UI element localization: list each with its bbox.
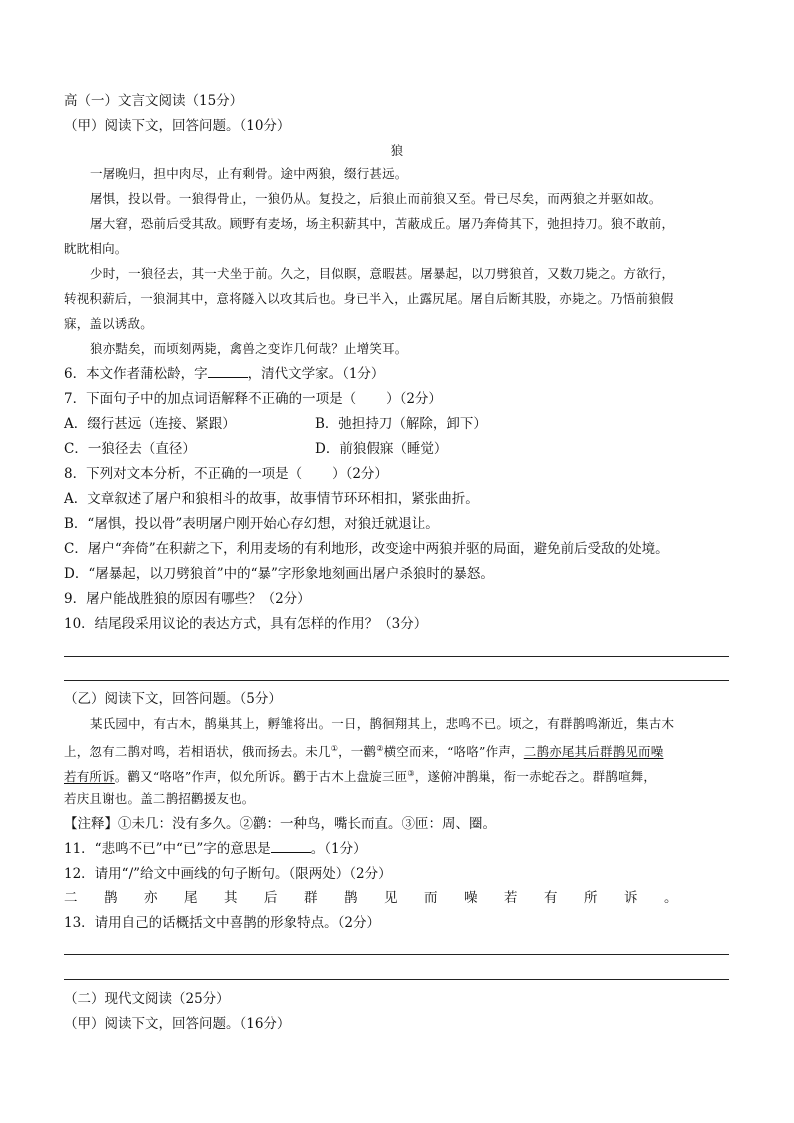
q7-option-d: D．前狼假寐（睡觉） [315, 441, 448, 457]
answer-line[interactable] [64, 680, 729, 681]
partB-line-1: 某氏园中，有古木，鹊巢其上，孵雏将出。一日，鹊徊翔其上，悲鸣不已。顷之，有群鹊鸣渐近，集古木 [90, 716, 675, 731]
question-11-text-end: 。（1分） [310, 841, 367, 857]
q7-option-b: B．弛担持刀（解除，卸下） [315, 416, 487, 432]
text-span: ，遂俯冲鹊巢，衔一赤蛇吞之。群鹊喧舞， [414, 769, 657, 785]
footnote-mark: ③ [407, 769, 415, 778]
partB-line-3 [64, 765, 656, 786]
passage-para-3: 屠大窘，恐前后受其敌。顾野有麦场，场主积薪其中，苫蔽成丘。屠乃奔倚其下，弛担持刀。狼不敢前， [90, 216, 675, 231]
answer-blank[interactable] [208, 365, 248, 378]
question-6-text-end: ，清代文学家。（1分） [247, 366, 385, 382]
section2-title: （二）现代文阅读（25分） [64, 991, 230, 1007]
question-6 [64, 365, 384, 383]
question-7 [64, 390, 442, 408]
question-10: 10．结尾段采用议论的表达方式，具有怎样的作用？（3分） [64, 616, 428, 632]
partB-line-4: 若庆且谢也。盖二鹊招鹳援友也。 [64, 791, 255, 806]
text-span: 横空而来，“咯咯”作声， [383, 744, 524, 760]
passage-para-1: 一屠晚归，担中肉尽，止有剩骨。途中两狼，缀行甚远。 [90, 166, 408, 181]
question-12-sentence[interactable]: 二鹊亦尾其后群鹊见而噪若有所诉。 [64, 890, 704, 906]
question-8 [64, 465, 388, 483]
passage-para-2: 屠惧，投以骨。一狼得骨止，一狼仍从。复投之，后狼止而前狼又至。骨已尽矣，而两狼之并驱如故。 [90, 191, 662, 206]
partA-header: （甲）阅读下文，回答问题。（10分） [64, 118, 291, 134]
partB-note: 【注释】①未几：没有多久。②鹳：一种鸟，嘴长而直。③匝：周、圈。 [64, 816, 496, 832]
underlined-sentence: 若有所诉 [64, 769, 115, 785]
question-11 [64, 840, 367, 858]
section2-header: （甲）阅读下文，回答问题。（16分） [64, 1016, 291, 1032]
text-span: ，一鹳 [338, 744, 377, 760]
question-7-text-end: ）（2分） [386, 391, 442, 407]
question-8-text-end: ）（2分） [332, 466, 388, 482]
question-11-text: 11．“悲鸣不已”中“已”字的意思是 [64, 841, 271, 857]
question-12: 12．请用“/”给文中画线的句子断句。（限两处）（2分） [64, 866, 392, 882]
question-13: 13．请用自己的话概括文中喜鹊的形象特点。（2分） [64, 915, 381, 931]
q8-option-b: B．“屠惧，投以骨”表明屠户刚开始心存幻想，对狼迁就退让。 [64, 516, 439, 532]
passage-para-4: 少时，一狼径去，其一犬坐于前。久之，目似瞑，意暇甚。屠暴起，以刀劈狼首，又数刀毙之。方欲行， [90, 266, 675, 281]
q7-option-c: C．一狼径去（直径） [64, 441, 196, 457]
q7-option-a: A．缀行甚远（连接、紧跟） [64, 416, 236, 432]
q8-option-d: D．“屠暴起，以刀劈狼首”中的“暴”字形象地刻画出屠户杀狼时的暴怒。 [64, 566, 494, 582]
q8-option-c: C．屠户“奔倚”在积薪之下，利用麦场的有利地形，改变途中两狼并驱的局面，避免前后受敌的处境。 [64, 541, 669, 557]
footnote-mark: ① [330, 744, 339, 753]
passage-para-3-cont: 眈眈相向。 [64, 241, 128, 256]
partB-line-2 [64, 740, 663, 761]
answer-line[interactable] [64, 979, 729, 980]
underlined-sentence: 二鹊亦尾其后群鹊见而噪 [523, 744, 664, 760]
footnote-mark: ② [376, 744, 384, 753]
section1-title: 高（一）文言文阅读（15分） [64, 93, 244, 109]
passage-para-5: 狼亦黠矣，而顷刻两毙，禽兽之变诈几何哉？止增笑耳。 [90, 341, 408, 356]
question-8-text: 8．下列对文本分析，不正确的一项是（ [64, 466, 303, 482]
question-6-text: 6．本文作者蒲松龄，字 [64, 366, 208, 382]
answer-blank[interactable] [271, 840, 311, 853]
question-7-text: 7．下面句子中的加点词语解释不正确的一项是（ [64, 391, 357, 407]
question-9: 9．屠户能战胜狼的原因有哪些？（2分） [64, 591, 311, 607]
text-span: 上，忽有二鹊对鸣，若相语状，俄而扬去。未几 [64, 744, 331, 760]
answer-line[interactable] [64, 656, 729, 657]
passage-title: 狼 [390, 143, 404, 158]
passage-para-4-end: 寐，盖以诱敌。 [64, 316, 153, 331]
answer-line[interactable] [64, 954, 729, 955]
text-span: 。鹳又“咯咯”作声，似允所诉。鹳于古木上盘旋三匝 [114, 769, 408, 785]
partB-header: （乙）阅读下文，回答问题。（5分） [64, 691, 282, 707]
q8-option-a: A．文章叙述了屠户和狼相斗的故事，故事情节环环相扣，紧张曲折。 [64, 491, 479, 507]
passage-para-4-cont: 转视积薪后，一狼洞其中，意将隧入以攻其后也。身已半入，止露尻尾。屠自后断其股，亦毙之。乃悟前狼假 [64, 291, 674, 306]
